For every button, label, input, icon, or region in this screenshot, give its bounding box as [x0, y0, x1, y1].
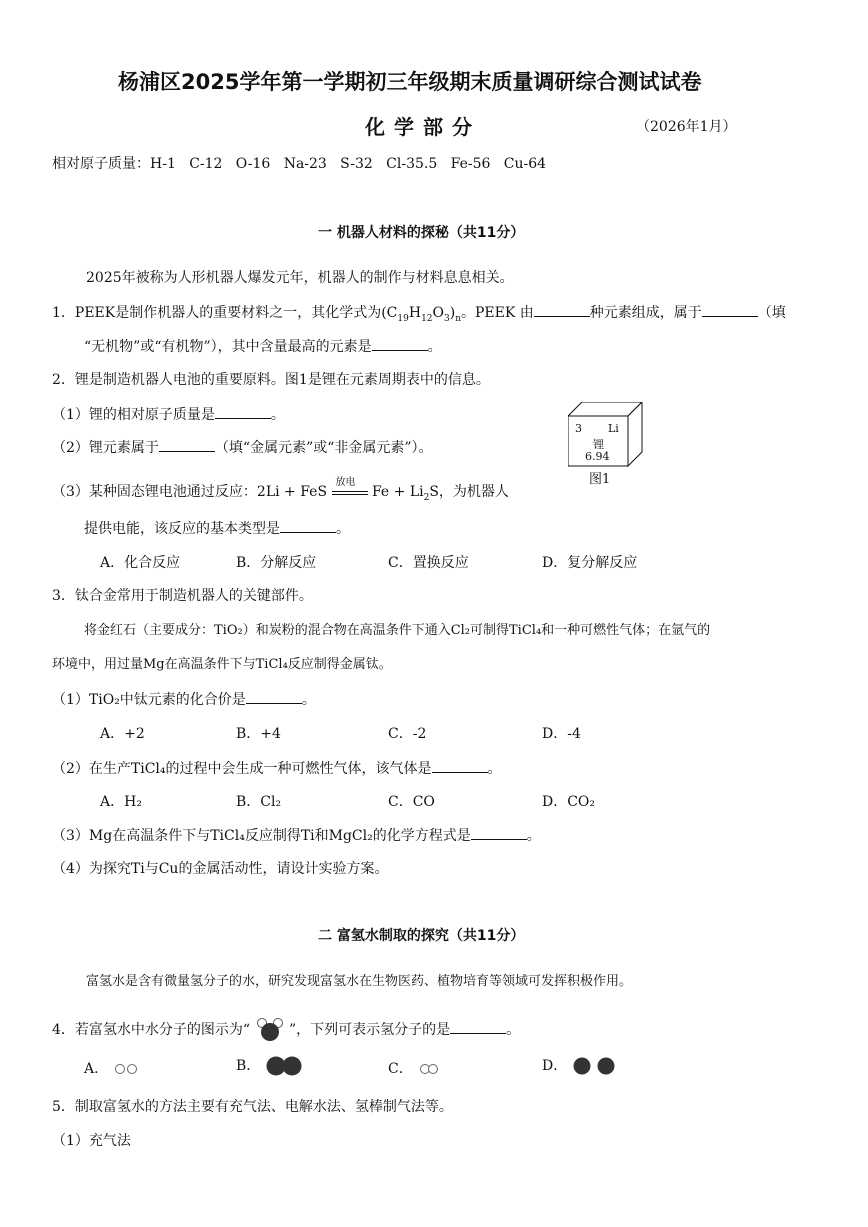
q1-text-b: 种元素组成，属于 — [589, 305, 702, 321]
q3-2-option-d[interactable]: D．CO₂ — [542, 794, 596, 810]
q2-2 — [52, 437, 433, 458]
q2-option-b[interactable]: B．分解反应 — [236, 555, 317, 571]
q3-1-option-b[interactable]: B．+4 — [236, 726, 281, 742]
q4-option-b-label: B． — [236, 1058, 261, 1074]
q4-option-a[interactable] — [84, 1058, 139, 1078]
q3-3-text: （3）Mg在高温条件下与TiCl₄反应制得Ti和MgCl₂的化学方程式是 — [52, 828, 471, 844]
element-mass: 6.94 — [585, 450, 610, 463]
section1-intro: 2025年被称为人形机器人爆发元年，机器人的制作与材料息息相关。 — [86, 270, 514, 286]
q2-option-d[interactable]: D．复分解反应 — [542, 555, 638, 571]
exam-subtitle: 化学部分 — [365, 115, 481, 139]
q4-option-c-label: C． — [388, 1061, 413, 1077]
q3-2-option-b[interactable]: B．Cl₂ — [236, 794, 282, 810]
q2-option-a[interactable]: A．化合反应 — [100, 555, 181, 571]
q3-para1: 将金红石（主要成分：TiO₂）和炭粉的混合物在高温条件下通入Cl₂可制得TiCl₄和一种可燃性气体；在氩气的 — [84, 623, 711, 638]
q3-para2: 环境中，用过量Mg在高温条件下与TiCl₄反应制得金属钛。 — [52, 657, 392, 672]
reaction-condition: 放电 — [335, 477, 356, 488]
q2-3-line2: 提供电能，该反应的基本类型是 。 — [84, 518, 350, 539]
q3-1-option-d[interactable]: D．-4 — [542, 726, 581, 742]
q2-3: （3）某种固态锂电池通过反应：2Li + FeS 放电 $Fe + Li_2S$，为机器人 — [52, 482, 509, 508]
q1-line2: “无机物”或“有机物”），其中含量最高的元素是 。 — [84, 336, 442, 357]
q3-1-option-c[interactable]: C．-2 — [388, 726, 427, 742]
figure1-element-cube — [568, 402, 644, 468]
q3-2: （2）在生产TiCl₄的过程中会生成一种可燃性气体，该气体是 。 — [52, 758, 502, 779]
q3-1-blank[interactable] — [246, 689, 302, 704]
q3-4: （4）为探究Ti与Cu的金属活动性，请设计实验方案。 — [52, 861, 389, 877]
reaction-line-top — [332, 491, 368, 492]
q2-2-text-a: （2）锂元素属于 — [52, 440, 159, 456]
reaction-line-bottom — [332, 494, 368, 495]
bonded-dark-molecule-icon — [265, 1055, 303, 1077]
q4-option-d[interactable] — [542, 1055, 616, 1077]
q4-blank[interactable] — [450, 1019, 506, 1034]
section2-heading: 二 富氢水制取的探究（共11分） — [318, 928, 525, 944]
q4-text-b: ”，下列可表示氢分子的是 — [288, 1022, 451, 1038]
q2-3-line2-text: 提供电能，该反应的基本类型是 — [84, 521, 280, 537]
atomic-masses: 相对原子质量：H-1 C-12 O-16 Na-23 S-32 Cl-35.5 Fe-56 Cu-64 — [52, 156, 547, 172]
q1-blank-1[interactable] — [534, 302, 590, 317]
reaction-arrow — [332, 477, 368, 502]
q2-3-blank[interactable] — [280, 518, 336, 533]
q3-2-option-a[interactable]: A．H₂ — [100, 794, 142, 810]
water-molecule-icon — [255, 1017, 285, 1043]
q4-text-a: 4．若富氢水中水分子的图示为“ — [52, 1022, 251, 1038]
element-name: 锂 — [593, 438, 604, 451]
q1-blank-3[interactable] — [372, 336, 428, 351]
two-hydrogen-atoms-icon — [113, 1062, 139, 1076]
q4: 4．若富氢水中水分子的图示为“ ”，下列可表示氢分子的是 。 — [52, 1017, 520, 1043]
q5-1-text: （1）充气法 — [52, 1133, 131, 1149]
element-number: 3 — [575, 422, 582, 435]
q4-option-b[interactable] — [236, 1055, 303, 1077]
q2-3-text-c: S，为机器人 — [429, 484, 509, 500]
q3-2-blank[interactable] — [432, 758, 488, 773]
q2-1-blank[interactable] — [215, 404, 271, 419]
q2-2-text-b: （填“金属元素”或“非金属元素”）。 — [214, 440, 433, 456]
q3-1: （1）TiO₂中钛元素的化合价是 。 — [52, 689, 316, 710]
q1-line1: 1．PEEK是制作机器人的重要材料之一，其化学式为$(C_{19}H_{12}O_3)_n$。PEEK 由 种元素组成，属于 （填 — [52, 302, 786, 329]
section1-heading: 一 机器人材料的探秘（共11分） — [318, 225, 525, 241]
q1-text-a: 1．PEEK是制作机器人的重要材料之一，其化学式为(C — [52, 305, 398, 321]
q4-option-a-label: A． — [84, 1061, 109, 1077]
exam-title: 杨浦区2025学年第一学期初三年级期末质量调研综合测试试卷 — [118, 70, 702, 94]
figure1-caption: 图1 — [589, 472, 611, 487]
q1-line2-text: “无机物”或“有机物”），其中含量最高的元素是 — [84, 339, 372, 355]
two-dark-atoms-icon — [572, 1055, 616, 1077]
q3-1-text: （1）TiO₂中钛元素的化合价是 — [52, 692, 246, 708]
q2-2-blank[interactable] — [159, 437, 215, 452]
q3-text: 3．钛合金常用于制造机器人的关键部件。 — [52, 588, 313, 604]
q2-3-text-b: Fe + Li — [371, 484, 424, 500]
element-symbol: Li — [608, 422, 619, 435]
exam-date: （2026年1月） — [636, 119, 737, 135]
q5-text: 5．制取富氢水的方法主要有充气法、电解水法、氢棒制气法等。 — [52, 1099, 453, 1115]
q1-blank-2[interactable] — [702, 302, 758, 317]
q4-option-c[interactable] — [388, 1058, 441, 1078]
q2-1: （1）锂的相对原子质量是 。 — [52, 404, 285, 425]
q1-text-c: （填 — [757, 305, 786, 321]
hydrogen-molecule-icon — [417, 1062, 441, 1076]
q2-text: 2．锂是制造机器人电池的重要原料。图1是锂在元素周期表中的信息。 — [52, 372, 490, 388]
q2-1-text: （1）锂的相对原子质量是 — [52, 407, 215, 423]
q3-2-option-c[interactable]: C．CO — [388, 794, 435, 810]
q2-option-c[interactable]: C．置换反应 — [388, 555, 469, 571]
q2-3-text-a: （3）某种固态锂电池通过反应：2Li + FeS — [52, 484, 328, 500]
section2-intro: 富氢水是含有微量氢分子的水，研究发现富氢水在生物医药、植物培育等领域可发挥积极作用。 — [86, 974, 633, 989]
q3-3-blank[interactable] — [471, 825, 527, 840]
q3-2-text: （2）在生产TiCl₄的过程中会生成一种可燃性气体，该气体是 — [52, 761, 432, 777]
q3-1-option-a[interactable]: A．+2 — [100, 726, 145, 742]
q3-3: （3）Mg在高温条件下与TiCl₄反应制得Ti和MgCl₂的化学方程式是 。 — [52, 825, 541, 846]
q4-option-d-label: D． — [542, 1058, 568, 1074]
